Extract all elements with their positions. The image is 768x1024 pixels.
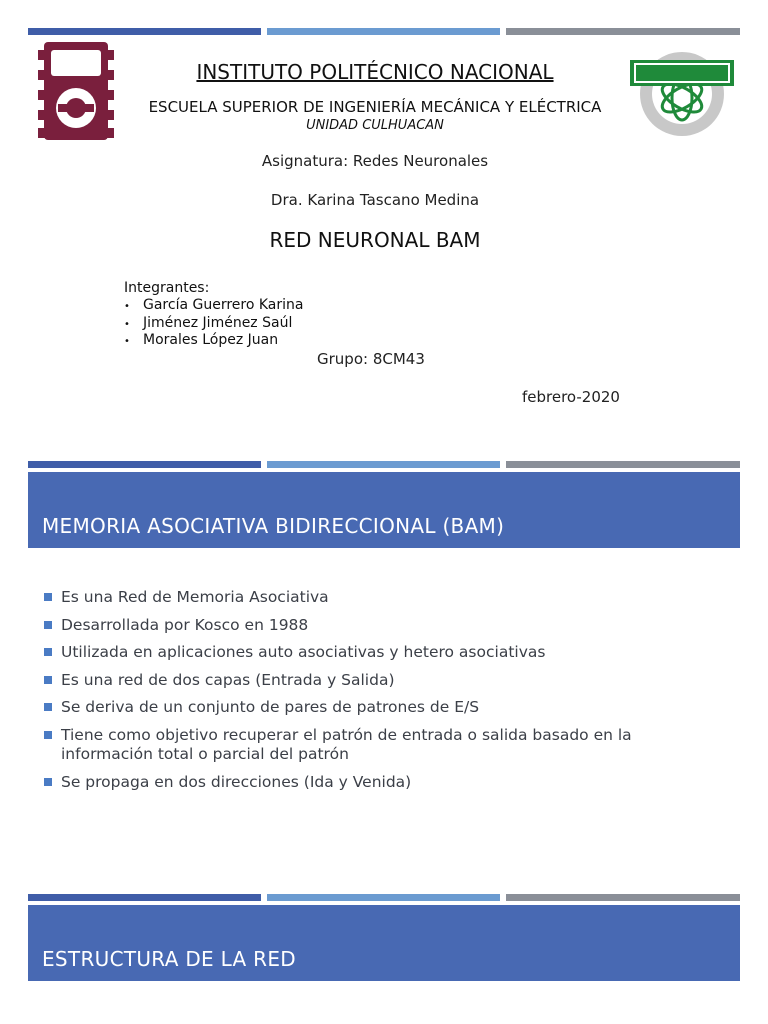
top-bar-gray	[506, 28, 740, 35]
school-name: ESCUELA SUPERIOR DE INGENIERÍA MECÁNICA Y ELÉCTRICA	[148, 98, 602, 116]
top-bar-dark	[28, 461, 261, 468]
top-bar-light	[267, 461, 500, 468]
top-bar-dark	[28, 894, 261, 901]
top-bar-light	[267, 28, 500, 35]
top-bar-light	[267, 894, 500, 901]
bullet-item: Se deriva de un conjunto de pares de patrones de E/S	[44, 698, 644, 717]
top-bar-dark	[28, 28, 261, 35]
esime-logo	[626, 42, 738, 140]
member-item: • Morales López Juan	[124, 332, 303, 350]
members-list	[124, 297, 303, 350]
top-bar-gray	[506, 894, 740, 901]
slide-title: MEMORIA ASOCIATIVA BIDIRECCIONAL (BAM)	[42, 514, 505, 538]
member-item: • García Guerrero Karina	[124, 297, 303, 315]
bullet-item: Es una red de dos capas (Entrada y Salida)	[44, 671, 644, 690]
ipn-logo	[38, 38, 114, 144]
subject: Asignatura: Redes Neuronales	[261, 152, 489, 170]
slide-title: ESTRUCTURA DE LA RED	[42, 947, 296, 971]
slide-title-banner	[28, 472, 740, 548]
bullet-item: Desarrollada por Kosco en 1988	[44, 616, 644, 635]
institution-title: INSTITUTO POLITÉCNICO NACIONAL	[196, 60, 554, 84]
members-label: Integrantes:	[124, 280, 210, 296]
professor: Dra. Karina Tascano Medina	[270, 191, 480, 209]
slide-title-banner	[28, 905, 740, 981]
group: Grupo: 8CM43	[317, 350, 425, 368]
bullet-list	[44, 588, 644, 800]
bullet-item: Es una Red de Memoria Asociativa	[44, 588, 644, 607]
unit-name: UNIDAD CULHUACAN	[306, 118, 444, 133]
bullet-item: Utilizada en aplicaciones auto asociativas y hetero asociativas	[44, 643, 644, 662]
presentation-title: RED NEURONAL BAM	[269, 228, 481, 252]
bullet-item: Tiene como objetivo recuperar el patrón de entrada o salida basado en la información total o parcial del patrón	[44, 726, 644, 764]
top-bar-gray	[506, 461, 740, 468]
date: febrero-2020	[522, 388, 620, 406]
bullet-item: Se propaga en dos direcciones (Ida y Venida)	[44, 773, 644, 792]
member-item: • Jiménez Jiménez Saúl	[124, 315, 303, 333]
